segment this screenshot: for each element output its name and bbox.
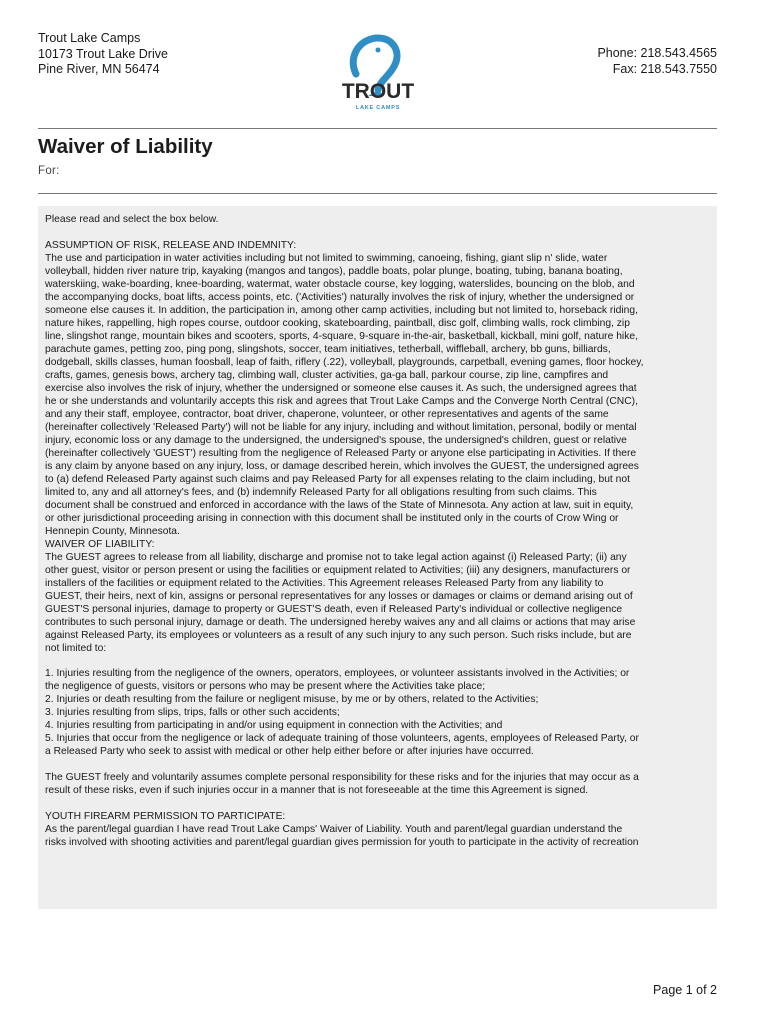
text-line: line, slingshot range, mountain bikes and scooters, sports, 4-square, 9-square in-the-air, basketball, kickball, mini golf, nature hike, xyxy=(45,330,638,342)
text-line: the negligence of guests, visitors or persons who may be present where the Activities take place; xyxy=(45,681,486,693)
svg-text:TROUT: TROUT xyxy=(341,80,415,103)
waiver-text xyxy=(45,214,707,850)
text-line: (hereinafter collectively 'GUEST') resulting from the negligence of Released Party or anyone else participating in Activities. If there xyxy=(45,447,637,459)
text-line: other guest, visitor or person present or using the facilities or equipment related to Activities; (iii) any designers, manufacturers or xyxy=(45,564,631,576)
page-title: Waiver of Liability xyxy=(38,135,213,158)
text-line: document shall be construed and enforced in accordance with the laws of the State of Minnesota. Any action at law, suit in equity, xyxy=(45,499,634,511)
phone: Phone: 218.543.4565 xyxy=(597,46,717,60)
text-line: volleyball, hidden river nature trip, kayaking (mangos and tangos), paddle boats, polar plunge, boating, tubing, banana boating, xyxy=(45,265,623,277)
risk-list xyxy=(45,668,707,759)
responsibility-paragraph xyxy=(45,772,707,798)
text-line: 2. Injuries or death resulting from the failure or negligent misuse, by me or by others, related to the Activities; xyxy=(45,694,539,706)
text-line: limited to, any and all attorney's fees, and (b) indemnify Released Party for all obligations resulting from such claims. This xyxy=(45,486,597,498)
text-line: risks involved with shooting activities and parent/legal guardian gives permission for youth to participate in the activity of recreation xyxy=(45,837,639,849)
text-line: and any their staff, employee, contractor, boat driver, chaperone, volunteer, or other representatives and agents of the same xyxy=(45,408,609,420)
assumption-heading: ASSUMPTION OF RISK, RELEASE AND INDEMNITY: xyxy=(45,239,297,251)
svg-text:LAKE CAMPS: LAKE CAMPS xyxy=(355,105,401,111)
text-line: The use and participation in water activities including but not limited to swimming, canoeing, fishing, giant slip n' slide, water xyxy=(45,252,608,264)
text-line: The GUEST freely and voluntarily assumes complete personal responsibility for these risks and for the injuries that may occur as a xyxy=(45,772,639,784)
title-divider xyxy=(38,193,717,194)
intro-text: Please read and select the box below. xyxy=(45,214,219,225)
fax: Fax: 218.543.7550 xyxy=(612,61,717,76)
text-line: 4. Injuries resulting from participating in and/or using equipment in connection with the Activities; and xyxy=(45,720,503,732)
text-line: The GUEST agrees to release from all liability, discharge and promise not to take legal action against (i) Released Party; (ii) any xyxy=(45,551,627,563)
page-number: Page 1 of 2 xyxy=(653,983,717,997)
text-line: result of these risks, even if such injuries occur in a manner that is not foreseeable at the time this Agreement is signed. xyxy=(45,785,589,797)
text-line: parachute games, petting zoo, ping pong, slingshots, soccer, team initiatives, tetherball, wiffleball, archery, bb guns, billiards, xyxy=(45,343,611,355)
text-line: is any claim by anyone based on any injury, loss, or damage described herein, which involves the GUEST, the undersigned agrees xyxy=(45,460,639,472)
text-line: 5. Injuries that occur from the negligence or lack of adequate training of those volunteers, agents, employees of Released Party, or xyxy=(45,733,639,745)
text-line: not limited to: xyxy=(45,642,107,654)
text-line: 1. Injuries resulting from the negligence of the owners, operators, employees, or volunteer assistants involved in the Activities; or xyxy=(45,668,630,680)
text-line: a Released Party who seek to assist with medical or other help either before or after injuries have occurred. xyxy=(45,746,534,758)
org-city: Pine River, MN 56474 xyxy=(38,62,160,76)
text-line: installers of the facilities or equipment related to the Activities. This Agreement releases Released Party from any liability to xyxy=(45,577,604,589)
text-line: he or she understands and voluntarily accepts this risk and agrees that Trout Lake Camps and the Converge North Central (CNC), xyxy=(45,395,638,407)
waiver-paragraph xyxy=(45,552,707,656)
header-divider xyxy=(38,128,717,129)
text-line: 3. Injuries resulting from slips, trips, falls or other such accidents; xyxy=(45,707,340,719)
trout-lake-camps-logo xyxy=(334,30,422,114)
text-line: against Released Party, its employees or volunteers as a result of any such injury to any such person. Such risks include, but are xyxy=(45,629,632,641)
org-street: 10173 Trout Lake Drive xyxy=(38,46,168,61)
text-line: Hennepin County, Minnesota. xyxy=(45,525,180,537)
org-name: Trout Lake Camps xyxy=(38,31,141,45)
text-line: contributes to such personal injury, damage or death. The undersigned hereby waives any and all claims or actions that may arise xyxy=(45,616,636,628)
text-line: dodgeball, skills classes, human foosball, leap of faith, riflery (.22), volleyball, playgrounds, carpetball, evening games, floor hockey, xyxy=(45,356,644,368)
text-line: exercise also involves the risk of injury, whether the undersigned or someone else causes it. As such, the undersigned agrees that xyxy=(45,382,637,394)
text-line: to (a) defend Released Party against such claims and pay Released Party for all expenses relating to the claim including, but not xyxy=(45,473,630,485)
text-line: or other jurisdictional proceeding arising in connection with this document shall be instituted only in the courts of Crow Wing or xyxy=(45,512,619,524)
waiver-heading: WAIVER OF LIABILITY: xyxy=(45,538,155,550)
text-line: GUEST'S personal injuries, damage to property or GUEST'S death, even if Released Party's individual or collective negligence xyxy=(45,603,623,615)
text-line: nature hikes, rappelling, high ropes course, outdoor cooking, skateboarding, paintball, disc golf, climbing walls, rock climbing, zip xyxy=(45,317,630,329)
firearm-paragraph xyxy=(45,824,707,850)
assumption-paragraph xyxy=(45,253,707,539)
text-line: crafts, games, genesis bows, archery tag, climbing wall, cluster activities, ga-ga ball, parkour course, zip line, campfires and xyxy=(45,369,609,381)
text-line: injury, economic loss or any damage to the undersigned, the undersigned's spouse, the undersigned's children, guest or relative xyxy=(45,434,627,446)
firearm-heading: YOUTH FIREARM PERMISSION TO PARTICIPATE: xyxy=(45,811,286,823)
text-line: (hereinafter collectively 'Released Party') will not be liable for any injury, including and without limitation, personal, bodily or mental xyxy=(45,421,637,433)
text-line: GUEST, their heirs, next of kin, assigns or personal representatives for any losses or damages or claims or demand arising out of xyxy=(45,590,633,602)
for-label: For: xyxy=(38,165,60,177)
text-line: As the parent/legal guardian I have read Trout Lake Camps' Waiver of Liability. Youth and parent/legal guardian understand the xyxy=(45,824,623,836)
text-line: someone else causes it. In addition, the participation in, among other camp activities, including but not limited to, horseback riding, xyxy=(45,304,638,316)
text-line: waterskiing, wake-boarding, knee-boarding, watermat, water obstacle course, key logging, waterslides, bouncing on the blob, and xyxy=(45,278,635,290)
org-address-block xyxy=(38,31,168,78)
contact-block xyxy=(597,46,717,77)
text-line: the accompanying docks, boat lifts, access points, etc. ('Activities') naturally involves the risk of injury, whether the undersigned or xyxy=(45,291,635,303)
